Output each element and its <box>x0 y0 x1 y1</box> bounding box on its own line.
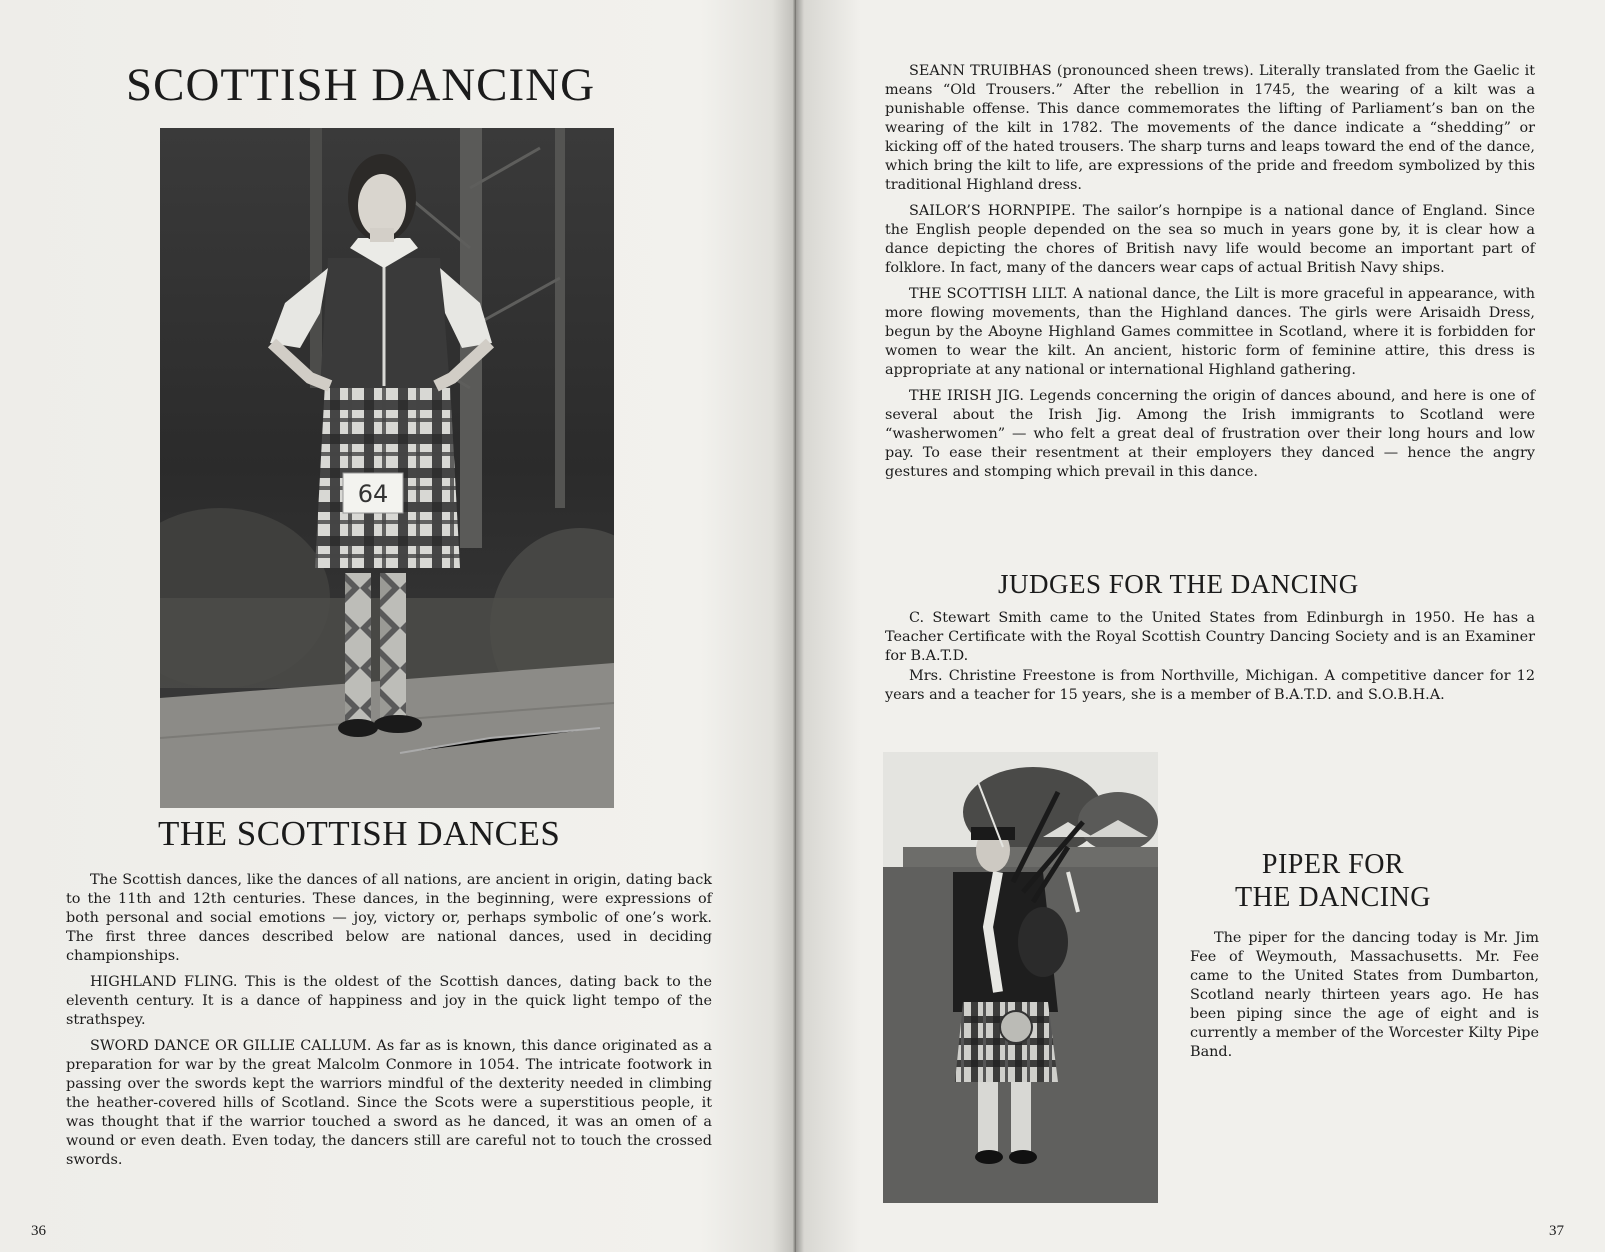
dancer-photo-image <box>160 128 614 808</box>
paragraph: Mrs. Christine Freestone is from Northville, Michigan. A competitive dancer for 12 years and a teacher for 15 years, she is a member of B.A.T.D. and S.O.B.H.A. <box>885 668 1535 703</box>
paragraph: SAILOR’S HORNPIPE. The sailor’s hornpipe is a national dance of England. Since the English people depended on the sea so much in years gone by, it is clear how a dance depicting the chores of British navy life would become an important part of folklore. In fact, many of the dancers wear caps of actual British Navy ships. <box>885 203 1535 276</box>
paragraph: C. Stewart Smith came to the United States from Edinburgh in 1950. He has a Teacher Certificate with the Royal Scottish Country Dancing Society and is an Examiner for B.A.T.D. <box>885 610 1535 664</box>
piper-photo <box>883 752 1158 1203</box>
dance-descriptions-text <box>885 62 1535 489</box>
paragraph: SEANN TRUIBHAS (pronounced sheen trews). Literally translated from the Gaelic it means “Old Trousers.” After the rebellion in 1745, the wearing of a kilt was a punishable offense. This dance commemorates the lifting of Parliament’s ban on the wearing of the kilt in 1782. The movements of the dance indicate a “shedding” or kicking off of the hated trousers. The sharp turns and leaps toward the end of the dance, which bring the kilt to life, are expressions of the pride and freedom symbolized by this traditional Highland dress. <box>885 63 1535 193</box>
page-title: SCOTTISH DANCING <box>126 59 596 111</box>
piper-text <box>1190 929 1539 1069</box>
section-title-judges: JUDGES FOR THE DANCING <box>998 569 1359 599</box>
page-number-left: 36 <box>31 1223 46 1239</box>
page-number-right: 37 <box>1549 1223 1564 1239</box>
paragraph: HIGHLAND FLING. This is the oldest of the Scottish dances, dating back to the eleventh century. It is a dance of happiness and joy in the quick light tempo of the strathspey. <box>66 974 712 1028</box>
paragraph: The piper for the dancing today is Mr. Jim Fee of Weymouth, Massachusetts. Mr. Fee came to the United States from Dumbarton, Scotland nearly thirteen years ago. He has been piping since the age of eight and is currently a member of the Worcester Kilty Pipe Band. <box>1190 930 1539 1060</box>
paragraph: THE IRISH JIG. Legends concerning the origin of dances abound, and here is one of several about the Irish Jig. Among the Irish immigrants to Scotland were “washerwomen” — who felt a great deal of frustration over their long hours and low pay. To ease their resentment at their employers they danced — hence the angry gestures and stomping which prevail in this dance. <box>885 388 1535 480</box>
piper-title-line-1: PIPER FOR <box>1261 849 1405 880</box>
paragraph: The Scottish dances, like the dances of all nations, are ancient in origin, dating back to the 11th and 12th centuries. These dances, in the beginning, were expressions of both personal and social emotions — joy, victory or, perhaps symbolic of one’s work. The first three dances described below are national dances, used in deciding championships. <box>66 872 712 964</box>
paragraph: SWORD DANCE OR GILLIE CALLUM. As far as is known, this dance originated as a preparation for war by the great Malcolm Conmore in 1054. The intricate footwork in passing over the swords kept the warriors mindful of the dexterity needed in climbing the heather-covered hills of Scotland. Since the Scots were a superstitious people, it was thought that if the warrior touched a sword as he danced, it was an omen of a wound or even death. Even today, the dancers still are careful not to touch the crossed swords. <box>66 1038 712 1168</box>
piper-photo-image <box>883 752 1158 1203</box>
judges-text <box>885 609 1535 706</box>
paragraph: THE SCOTTISH LILT. A national dance, the Lilt is more graceful in appearance, with more flowing movements, than the Highland dances. The girls were Arisaidh Dress, begun by the Aboyne Highland Games committee in Scotland, where it is forbidden for women to wear the kilt. An ancient, historic form of feminine attire, this dress is appropriate at any national or international Highland gathering. <box>885 286 1535 378</box>
section-title-piper <box>1218 848 1448 914</box>
dancer-number-card: 64 <box>357 480 389 508</box>
section-title-scottish-dances: THE SCOTTISH DANCES <box>158 814 561 853</box>
dancer-photo <box>160 128 614 808</box>
scottish-dances-text <box>66 871 712 1177</box>
left-page <box>0 0 796 1252</box>
piper-title-line-2: THE DANCING <box>1234 882 1432 913</box>
